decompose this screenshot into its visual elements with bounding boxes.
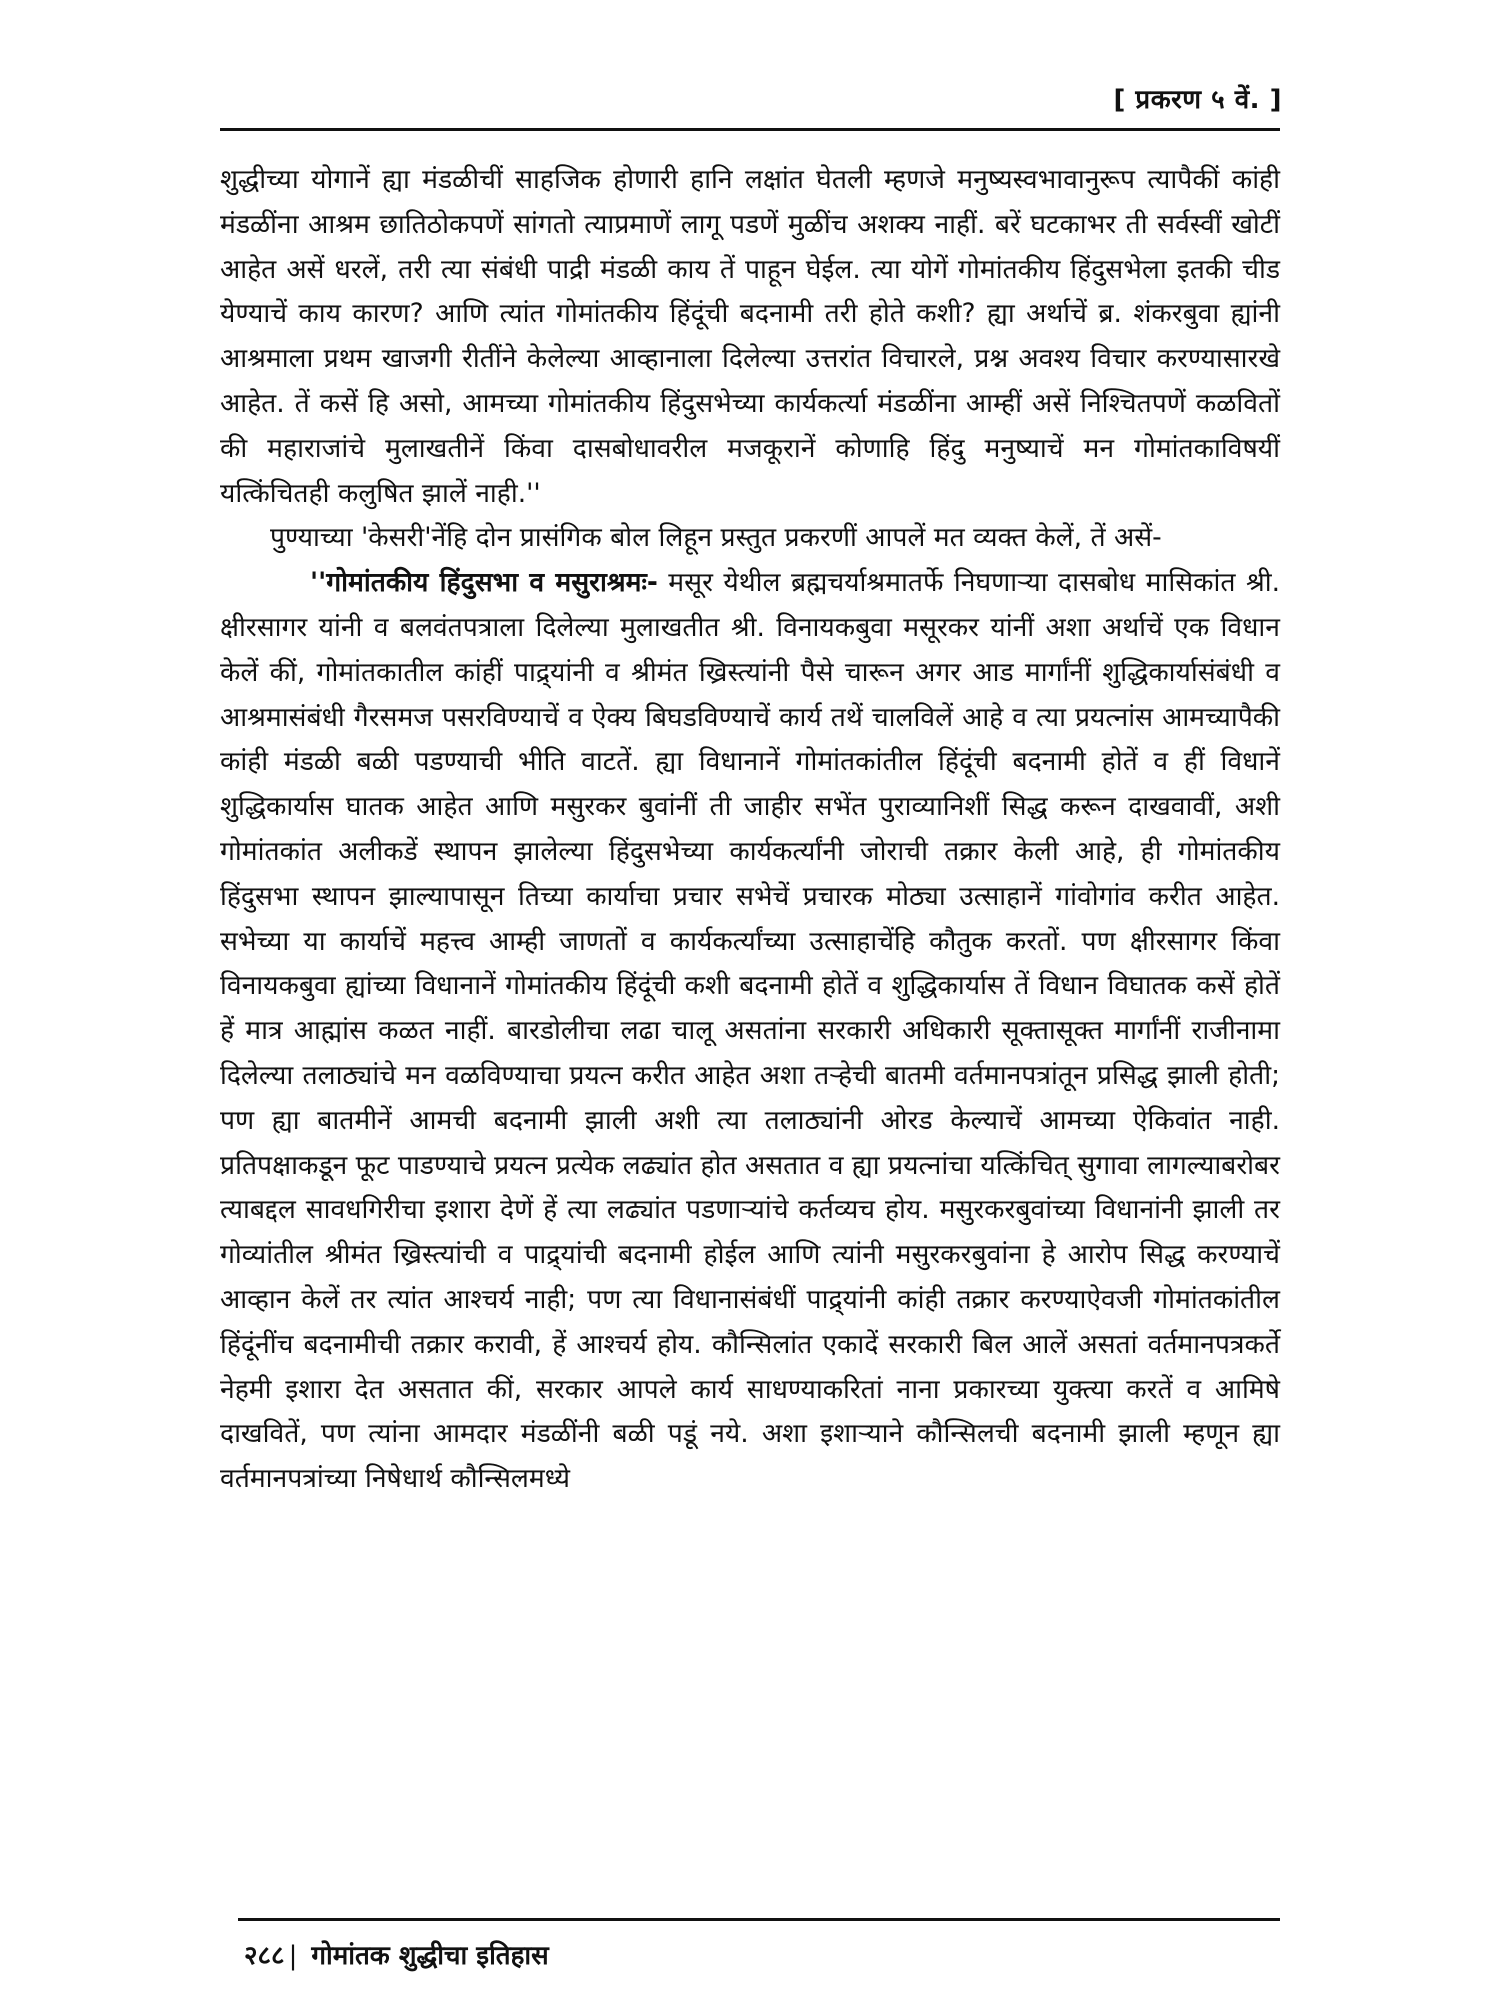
- paragraph-2: पुण्याच्या 'केसरी'नेंहि दोन प्रासंगिक बोल लिहून प्रस्तुत प्रकरणीं आपलें मत व्यक्त केलें, तें असें-: [270, 522, 1162, 554]
- footer-rule: [238, 1918, 1280, 1921]
- paragraph-3-text: मसूर येथील ब्रह्मचर्याश्रमातर्फे निघणाऱ्या दासबोध मासिकांत श्री. क्षीरसागर यांनी व बलवंतपत्राला दिलेल्या मुलाखतीत श्री. विनायकबुवा मसूरकर यांनीं अशा अर्थाचें एक विधान केलें कीं, गोमांतकातील कांहीं पाद्र्यांनी व श्रीमंत ख्रिस्त्यांनी पैसे चारून अगर आड मार्गांनीं शुद्धिकार्यासंबंधी व आश्रमासंबंधी गैरसमज पसरविण्याचें व ऐक्य बिघडविण्याचें कार्य तथें चालविलें आहे व त्या प्रयत्नांस आमच्यापैकी कांही मंडळी बळी पडण्याची भीति वाटतें. ह्या विधानानें गोमांतकांतील हिंदूंची बदनामी होतें व हीं विधानें शुद्धिकार्यास घातक आहेत आणि मसुरकर बुवांनीं ती जाहीर सभेंत पुराव्यानिशीं सिद्ध करून दाखवावीं, अशी गोमांतकांत अलीकडें स्थापन झालेल्या हिंदुसभेच्या कार्यकर्त्यांनी जोराची तक्रार केली आहे, ही गोमांतकीय हिंदुसभा स्थापन झाल्यापासून तिच्या कार्याचा प्रचार सभेचें प्रचारक मोठ्या उत्साहानें गांवोगांव करीत आहेत. सभेच्या या कार्याचें महत्त्व आम्ही जाणतों व कार्यकर्त्यांच्या उत्साहाचेंहि कौतुक करतों. पण क्षीरसागर किंवा विनायकबुवा ह्यांच्या विधानानें गोमांतकीय हिंदूंची कशी बदनामी होतें व शुद्धिकार्यास तें विधान विघातक कसें होतें हें मात्र आह्मांस कळत नाहीं. बारडोलीचा लढा चालू असतांना सरकारी अधिकारी सूक्तासूक्त मार्गांनीं राजीनामा दिलेल्या तलाठ्यांचे मन वळविण्याचा प्रयत्न करीत आहेत अशा तऱ्हेची बातमी वर्तमानपत्रांतून प्रसिद्ध झाली होती; पण ह्या बातमीनें आमची बदनामी झाली अशी त्या तलाठ्यांनी ओरड केल्याचें आमच्या ऐकिवांत नाही. प्रतिपक्षाकडून फूट पाडण्याचे प्रयत्न प्रत्येक लढ्यांत होत असतात व ह्या प्रयत्नांचा यत्किंचित् सुगावा लागल्याबरोबर त्याबद्दल सावधगिरीचा इशारा देणें हें त्या लढ्यांत पडणाऱ्यांचे कर्तव्यच होय. मसुरकरबुवांच्या विधानांनी झाली तर गोव्यांतील श्रीमंत ख्रिस्त्यांची व पाद्र्यांची बदनामी होईल आणि त्यांनी मसुरकरबुवांना हे आरोप सिद्ध करण्याचें आव्हान केलें तर त्यांत आश्चर्य नाही; पण त्या विधानासंबंधीं पाद्र्यांनी कांही तक्रार करण्याऐवजी गोमांतकांतील हिंदूंनींच बदनामीची तक्रार करावी, हें आश्चर्य होय. कौन्सिलांत एकादें सरकारी बिल आलें असतां वर्तमानपत्रकर्ते नेहमी इशारा देत असतात कीं, सरकार आपले कार्य साधण्याकरितां नाना प्रकारच्या युक्त्या करतें व आमिषे दाखवितें, पण त्यांना आमदार मंडळींनी बळी पडूं नये. अशा इशाऱ्याने कौन्सिलची बदनामी झाली म्हणून ह्या वर्तमानपत्रांच्या निषेधार्थ कौन्सिलमध्ये: [220, 567, 1280, 1495]
- paragraph-3-heading: ''गोमांतकीय हिंदुसभा व मसुराश्रमः-: [310, 567, 658, 599]
- body-text: [220, 158, 1280, 1502]
- paragraph-3: [220, 561, 1280, 1502]
- header-rule: [220, 128, 1280, 131]
- running-head: [ प्रकरण ५ वें. ]: [1113, 85, 1282, 115]
- paragraph-1: शुद्धीच्या योगानें ह्या मंडळीचीं साहजिक होणारी हानि लक्षांत घेतली म्हणजे मनुष्यस्वभावानुरूप त्यापैकीं कांही मंडळींना आश्रम छातिठोकपणें सांगतो त्याप्रमाणें लागू पडणें मुळींच अशक्य नाहीं. बरें घटकाभर ती सर्वस्वीं खोटीं आहेत असें धरलें, तरी त्या संबंधी पाद्री मंडळी काय तें पाहून घेईल. त्या योगें गोमांतकीय हिंदुसभेला इतकी चीड येण्याचें काय कारण? आणि त्यांत गोमांतकीय हिंदूंची बदनामी तरी होते कशी? ह्या अर्थाचें ब्र. शंकरबुवा ह्यांनी आश्रमाला प्रथम खाजगी रीतींने केलेल्या आव्हानाला दिलेल्या उत्तरांत विचारले, प्रश्न अवश्य विचार करण्यासारखे आहेत. तें कसें हि असो, आमच्या गोमांतकीय हिंदुसभेच्या कार्यकर्त्या मंडळींना आम्हीं असें निश्चितपणें कळवितों की महाराजांचे मुलाखतीनें किंवा दासबोधावरील मजकूरानें कोणाहि हिंदु मनुष्याचें मन गोमांतकाविषयीं यत्किंचितही कलुषित झालें नाही.'': [220, 164, 1280, 509]
- footer: [244, 1936, 549, 1972]
- footer-separator: |: [288, 1941, 298, 1971]
- book-title: गोमांतक शुद्धीचा इतिहास: [311, 1941, 549, 1971]
- page-number: २८८: [244, 1941, 285, 1971]
